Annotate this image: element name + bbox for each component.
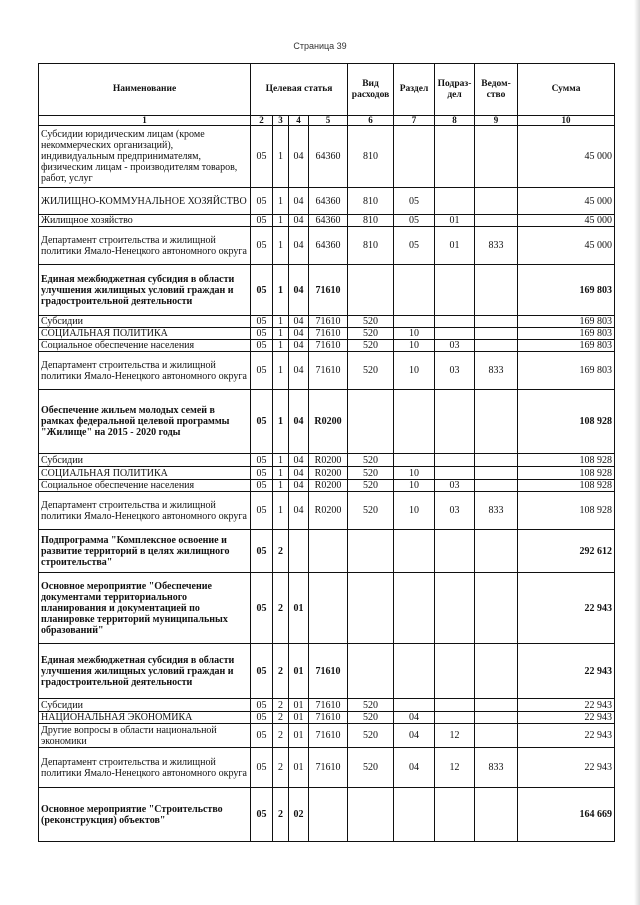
table-row	[39, 265, 615, 316]
expense-type-code	[348, 390, 394, 454]
target-code-direction	[309, 788, 348, 842]
target-code-direction	[309, 530, 348, 573]
target-code-measure: 04	[289, 265, 309, 316]
table-row	[39, 340, 615, 352]
subsection-code: 12	[435, 748, 475, 788]
target-code-measure: 04	[289, 390, 309, 454]
header-section: Раздел	[394, 64, 435, 116]
target-code-measure: 04	[289, 480, 309, 492]
header-sum: Сумма	[518, 64, 615, 116]
expense-type-code: 520	[348, 340, 394, 352]
expense-type-code: 810	[348, 188, 394, 215]
row-sum: 108 928	[518, 480, 615, 492]
target-code-direction: 71610	[309, 724, 348, 748]
section-code: 05	[394, 227, 435, 265]
target-code-direction: R0200	[309, 390, 348, 454]
table-row	[39, 126, 615, 188]
target-code-program: 05	[251, 316, 273, 328]
page-label: Страница 39	[293, 41, 347, 51]
target-code-subprogram: 1	[273, 188, 289, 215]
department-code: 833	[475, 352, 518, 390]
row-sum: 169 803	[518, 340, 615, 352]
department-code	[475, 390, 518, 454]
target-code-measure: 01	[289, 712, 309, 724]
row-sum: 169 803	[518, 352, 615, 390]
table-body	[39, 126, 615, 842]
table-row	[39, 227, 615, 265]
target-code-subprogram: 2	[273, 530, 289, 573]
target-code-measure: 04	[289, 215, 309, 227]
table-row	[39, 215, 615, 227]
row-sum: 45 000	[518, 215, 615, 227]
target-code-program: 05	[251, 712, 273, 724]
expense-type-code: 810	[348, 227, 394, 265]
section-code: 10	[394, 352, 435, 390]
subsection-code	[435, 712, 475, 724]
target-code-direction: R0200	[309, 454, 348, 467]
target-code-subprogram: 1	[273, 316, 289, 328]
expense-type-code: 520	[348, 316, 394, 328]
header-target: Целевая статья	[251, 64, 348, 116]
expense-type-code: 520	[348, 454, 394, 467]
table-row	[39, 724, 615, 748]
row-name: Подпрограмма "Комплексное освоение и развитие территорий в целях жилищного строительства"	[39, 530, 251, 573]
section-code: 10	[394, 467, 435, 480]
department-code	[475, 454, 518, 467]
target-code-program: 05	[251, 454, 273, 467]
expense-type-code: 520	[348, 480, 394, 492]
target-code-subprogram: 1	[273, 215, 289, 227]
target-code-program: 05	[251, 390, 273, 454]
table-row	[39, 188, 615, 215]
row-sum: 108 928	[518, 454, 615, 467]
target-code-direction: 71610	[309, 748, 348, 788]
target-code-subprogram: 2	[273, 699, 289, 712]
row-name: ЖИЛИЩНО-КОММУНАЛЬНОЕ ХОЗЯЙСТВО	[39, 188, 251, 215]
row-name: Департамент строительства и жилищной политики Ямало-Ненецкого автономного округа	[39, 227, 251, 265]
subsection-code: 01	[435, 227, 475, 265]
expense-type-code	[348, 788, 394, 842]
subsection-code	[435, 316, 475, 328]
expense-type-code: 810	[348, 126, 394, 188]
target-code-program: 05	[251, 530, 273, 573]
target-code-measure: 04	[289, 316, 309, 328]
row-sum: 169 803	[518, 316, 615, 328]
department-code	[475, 724, 518, 748]
section-code: 04	[394, 748, 435, 788]
section-code: 10	[394, 492, 435, 530]
header-department: Ведом-ство	[475, 64, 518, 116]
row-sum: 45 000	[518, 227, 615, 265]
target-code-direction: 71610	[309, 316, 348, 328]
row-name: Социальное обеспечение населения	[39, 480, 251, 492]
target-code-subprogram: 2	[273, 712, 289, 724]
table-row	[39, 328, 615, 340]
row-sum: 22 943	[518, 748, 615, 788]
target-code-measure: 01	[289, 724, 309, 748]
table-row	[39, 467, 615, 480]
target-code-program: 05	[251, 340, 273, 352]
target-code-measure: 04	[289, 340, 309, 352]
department-code	[475, 788, 518, 842]
subsection-code	[435, 467, 475, 480]
subsection-code: 01	[435, 215, 475, 227]
target-code-measure	[289, 530, 309, 573]
section-code	[394, 126, 435, 188]
column-number: 4	[289, 116, 309, 126]
column-number-row	[39, 116, 615, 126]
row-name: СОЦИАЛЬНАЯ ПОЛИТИКА	[39, 467, 251, 480]
expense-type-code: 520	[348, 724, 394, 748]
department-code	[475, 530, 518, 573]
target-code-direction: 71610	[309, 699, 348, 712]
department-code	[475, 712, 518, 724]
column-number: 3	[273, 116, 289, 126]
target-code-direction: 64360	[309, 227, 348, 265]
expense-type-code: 520	[348, 328, 394, 340]
row-name: Субсидии	[39, 316, 251, 328]
target-code-program: 05	[251, 748, 273, 788]
target-code-direction: 71610	[309, 328, 348, 340]
section-code	[394, 573, 435, 644]
target-code-measure: 01	[289, 573, 309, 644]
target-code-subprogram: 1	[273, 328, 289, 340]
section-code: 10	[394, 328, 435, 340]
target-code-program: 05	[251, 788, 273, 842]
target-code-program: 05	[251, 328, 273, 340]
target-code-subprogram: 1	[273, 352, 289, 390]
target-code-program: 05	[251, 188, 273, 215]
row-sum: 22 943	[518, 699, 615, 712]
expense-type-code: 520	[348, 712, 394, 724]
target-code-direction: R0200	[309, 467, 348, 480]
row-name: Обеспечение жильем молодых семей в рамках федеральной целевой программы "Жилище" на 2015 - 2020 годы	[39, 390, 251, 454]
row-name: Жилищное хозяйство	[39, 215, 251, 227]
target-code-measure: 01	[289, 699, 309, 712]
target-code-subprogram: 1	[273, 227, 289, 265]
target-code-subprogram: 1	[273, 467, 289, 480]
table-row	[39, 748, 615, 788]
target-code-measure: 04	[289, 126, 309, 188]
table-row	[39, 788, 615, 842]
target-code-measure: 04	[289, 454, 309, 467]
table-row	[39, 699, 615, 712]
target-code-subprogram: 2	[273, 573, 289, 644]
table-row	[39, 573, 615, 644]
row-name: Другие вопросы в области национальной экономики	[39, 724, 251, 748]
subsection-code: 03	[435, 340, 475, 352]
department-code	[475, 265, 518, 316]
target-code-subprogram: 1	[273, 340, 289, 352]
department-code	[475, 699, 518, 712]
section-code: 10	[394, 480, 435, 492]
expense-type-code: 520	[348, 492, 394, 530]
target-code-direction: 64360	[309, 126, 348, 188]
row-sum: 22 943	[518, 644, 615, 699]
target-code-program: 05	[251, 644, 273, 699]
row-name: Единая межбюджетная субсидия в области улучшения жилищных условий граждан и градостроительной деятельности	[39, 265, 251, 316]
table-row	[39, 454, 615, 467]
row-name: Департамент строительства и жилищной политики Ямало-Ненецкого автономного округа	[39, 748, 251, 788]
department-code: 833	[475, 227, 518, 265]
row-name: Единая межбюджетная субсидия в области улучшения жилищных условий граждан и градостроительной деятельности	[39, 644, 251, 699]
target-code-direction: R0200	[309, 480, 348, 492]
subsection-code: 03	[435, 480, 475, 492]
subsection-code	[435, 126, 475, 188]
table-row	[39, 390, 615, 454]
table-row	[39, 316, 615, 328]
expense-type-code: 520	[348, 352, 394, 390]
expense-type-code	[348, 644, 394, 699]
table-row	[39, 352, 615, 390]
target-code-subprogram: 2	[273, 644, 289, 699]
target-code-measure: 04	[289, 492, 309, 530]
subsection-code	[435, 265, 475, 316]
target-code-measure: 01	[289, 644, 309, 699]
section-code	[394, 265, 435, 316]
target-code-direction: 64360	[309, 188, 348, 215]
scan-edge-shadow	[634, 0, 640, 905]
department-code	[475, 215, 518, 227]
target-code-program: 05	[251, 480, 273, 492]
header-expense-type: Вид расходов	[348, 64, 394, 116]
target-code-measure: 04	[289, 188, 309, 215]
row-sum: 292 612	[518, 530, 615, 573]
target-code-direction: R0200	[309, 492, 348, 530]
target-code-subprogram: 2	[273, 788, 289, 842]
target-code-measure: 04	[289, 227, 309, 265]
target-code-direction: 71610	[309, 644, 348, 699]
table-row	[39, 712, 615, 724]
section-code	[394, 644, 435, 699]
target-code-subprogram: 1	[273, 390, 289, 454]
subsection-code	[435, 390, 475, 454]
subsection-code	[435, 328, 475, 340]
table-row	[39, 644, 615, 699]
target-code-measure: 04	[289, 328, 309, 340]
subsection-code: 03	[435, 352, 475, 390]
section-code	[394, 699, 435, 712]
row-sum: 108 928	[518, 492, 615, 530]
header-name: Наименование	[39, 64, 251, 116]
table-row	[39, 530, 615, 573]
subsection-code	[435, 788, 475, 842]
table-header-row	[39, 64, 615, 116]
target-code-direction: 71610	[309, 712, 348, 724]
subsection-code: 12	[435, 724, 475, 748]
column-number: 10	[518, 116, 615, 126]
subsection-code	[435, 188, 475, 215]
row-sum: 108 928	[518, 390, 615, 454]
section-code	[394, 316, 435, 328]
department-code	[475, 467, 518, 480]
target-code-direction	[309, 573, 348, 644]
department-code: 833	[475, 748, 518, 788]
row-sum: 169 803	[518, 328, 615, 340]
subsection-code	[435, 454, 475, 467]
expense-type-code: 520	[348, 699, 394, 712]
target-code-subprogram: 1	[273, 492, 289, 530]
target-code-measure: 01	[289, 748, 309, 788]
section-code: 05	[394, 215, 435, 227]
budget-table	[38, 63, 615, 842]
column-number: 9	[475, 116, 518, 126]
target-code-program: 05	[251, 215, 273, 227]
row-name: Субсидии	[39, 699, 251, 712]
column-number: 7	[394, 116, 435, 126]
expense-type-code: 810	[348, 215, 394, 227]
section-code	[394, 454, 435, 467]
expense-type-code: 520	[348, 467, 394, 480]
section-code	[394, 530, 435, 573]
target-code-program: 05	[251, 699, 273, 712]
subsection-code	[435, 573, 475, 644]
department-code	[475, 188, 518, 215]
expense-type-code: 520	[348, 748, 394, 788]
section-code: 04	[394, 712, 435, 724]
department-code	[475, 340, 518, 352]
section-code	[394, 788, 435, 842]
target-code-measure: 04	[289, 352, 309, 390]
row-sum: 45 000	[518, 188, 615, 215]
target-code-measure: 02	[289, 788, 309, 842]
table-row	[39, 492, 615, 530]
department-code	[475, 126, 518, 188]
column-number: 1	[39, 116, 251, 126]
target-code-direction: 71610	[309, 340, 348, 352]
column-number: 6	[348, 116, 394, 126]
row-name: СОЦИАЛЬНАЯ ПОЛИТИКА	[39, 328, 251, 340]
target-code-program: 05	[251, 724, 273, 748]
department-code	[475, 316, 518, 328]
subsection-code	[435, 644, 475, 699]
target-code-program: 05	[251, 573, 273, 644]
department-code	[475, 328, 518, 340]
target-code-subprogram: 1	[273, 480, 289, 492]
subsection-code	[435, 530, 475, 573]
section-code	[394, 390, 435, 454]
target-code-subprogram: 1	[273, 454, 289, 467]
target-code-program: 05	[251, 492, 273, 530]
table-row	[39, 480, 615, 492]
column-number: 8	[435, 116, 475, 126]
row-name: Основное мероприятие "Обеспечение документами территориального планирования и документацией по планировке территорий муниципальных образований"	[39, 573, 251, 644]
department-code	[475, 573, 518, 644]
department-code	[475, 480, 518, 492]
expense-type-code	[348, 530, 394, 573]
row-name: НАЦИОНАЛЬНАЯ ЭКОНОМИКА	[39, 712, 251, 724]
row-sum: 169 803	[518, 265, 615, 316]
header-subsection: Подраз-дел	[435, 64, 475, 116]
department-code	[475, 644, 518, 699]
target-code-measure: 04	[289, 467, 309, 480]
column-number: 2	[251, 116, 273, 126]
section-code: 05	[394, 188, 435, 215]
target-code-direction: 71610	[309, 352, 348, 390]
target-code-subprogram: 2	[273, 724, 289, 748]
target-code-program: 05	[251, 126, 273, 188]
target-code-subprogram: 2	[273, 748, 289, 788]
row-name: Основное мероприятие "Строительство (реконструкция) объектов"	[39, 788, 251, 842]
target-code-direction: 71610	[309, 265, 348, 316]
row-sum: 108 928	[518, 467, 615, 480]
row-name: Субсидии юридическим лицам (кроме некоммерческих организаций), индивидуальным предпринимателям, физическим лицам - производителям товаров, работ, услуг	[39, 126, 251, 188]
row-sum: 22 943	[518, 724, 615, 748]
target-code-subprogram: 1	[273, 265, 289, 316]
target-code-direction: 64360	[309, 215, 348, 227]
subsection-code: 03	[435, 492, 475, 530]
target-code-program: 05	[251, 352, 273, 390]
subsection-code	[435, 699, 475, 712]
section-code: 04	[394, 724, 435, 748]
target-code-program: 05	[251, 227, 273, 265]
expense-type-code	[348, 573, 394, 644]
row-sum: 22 943	[518, 712, 615, 724]
section-code: 10	[394, 340, 435, 352]
row-sum: 22 943	[518, 573, 615, 644]
target-code-subprogram: 1	[273, 126, 289, 188]
row-name: Департамент строительства и жилищной политики Ямало-Ненецкого автономного округа	[39, 352, 251, 390]
row-name: Субсидии	[39, 454, 251, 467]
row-sum: 164 669	[518, 788, 615, 842]
row-name: Социальное обеспечение населения	[39, 340, 251, 352]
row-sum: 45 000	[518, 126, 615, 188]
column-number: 5	[309, 116, 348, 126]
target-code-program: 05	[251, 265, 273, 316]
row-name: Департамент строительства и жилищной политики Ямало-Ненецкого автономного округа	[39, 492, 251, 530]
expense-type-code	[348, 265, 394, 316]
department-code: 833	[475, 492, 518, 530]
target-code-program: 05	[251, 467, 273, 480]
